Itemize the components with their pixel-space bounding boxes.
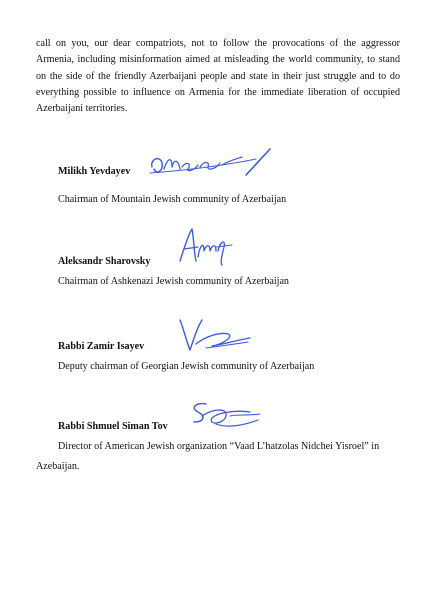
signatory-position: Chairman of Ashkenazi Jewish community of Azerbaijan [58,276,289,287]
signatory-name: Rabbi Zamir Isayev [58,341,145,352]
signature-image [176,225,236,269]
position-continuation: Azebaijan. [36,461,80,472]
signatory-name: Rabbi Shmuel Siman Tov [58,421,168,432]
signatory-block-3 [58,340,403,372]
signature-image [186,398,266,434]
signatory-block-1 [58,165,403,205]
signature-image [176,316,256,356]
signatory-position: Deputy chairman of Georgian Jewish community of Azerbaijan [58,361,315,372]
signatory-position: Director of American Jewish organization “Vaad L’hatzolas Nidchei Yisroel” in [58,441,380,452]
intro-paragraph: call on you, our dear compatriots, not to follow the provocations of the aggressor Armenia, including misinformation aimed at misleading the world community, to stand on the side of the friendly Azerbaijani people and state in their just struggle and to do everything possible to influence on Armenia for the immediate liberation of occupied Azerbaijani territories. [36,38,400,115]
signatory-name: Aleksandr Sharovsky [58,256,151,267]
signatory-block-2 [58,255,403,287]
signatory-block-4 [58,420,403,452]
signatory-name: Milikh Yevdayev [58,166,131,177]
signature-image [146,145,276,185]
signatory-position: Chairman of Mountain Jewish community of Azerbaijan [58,194,287,205]
